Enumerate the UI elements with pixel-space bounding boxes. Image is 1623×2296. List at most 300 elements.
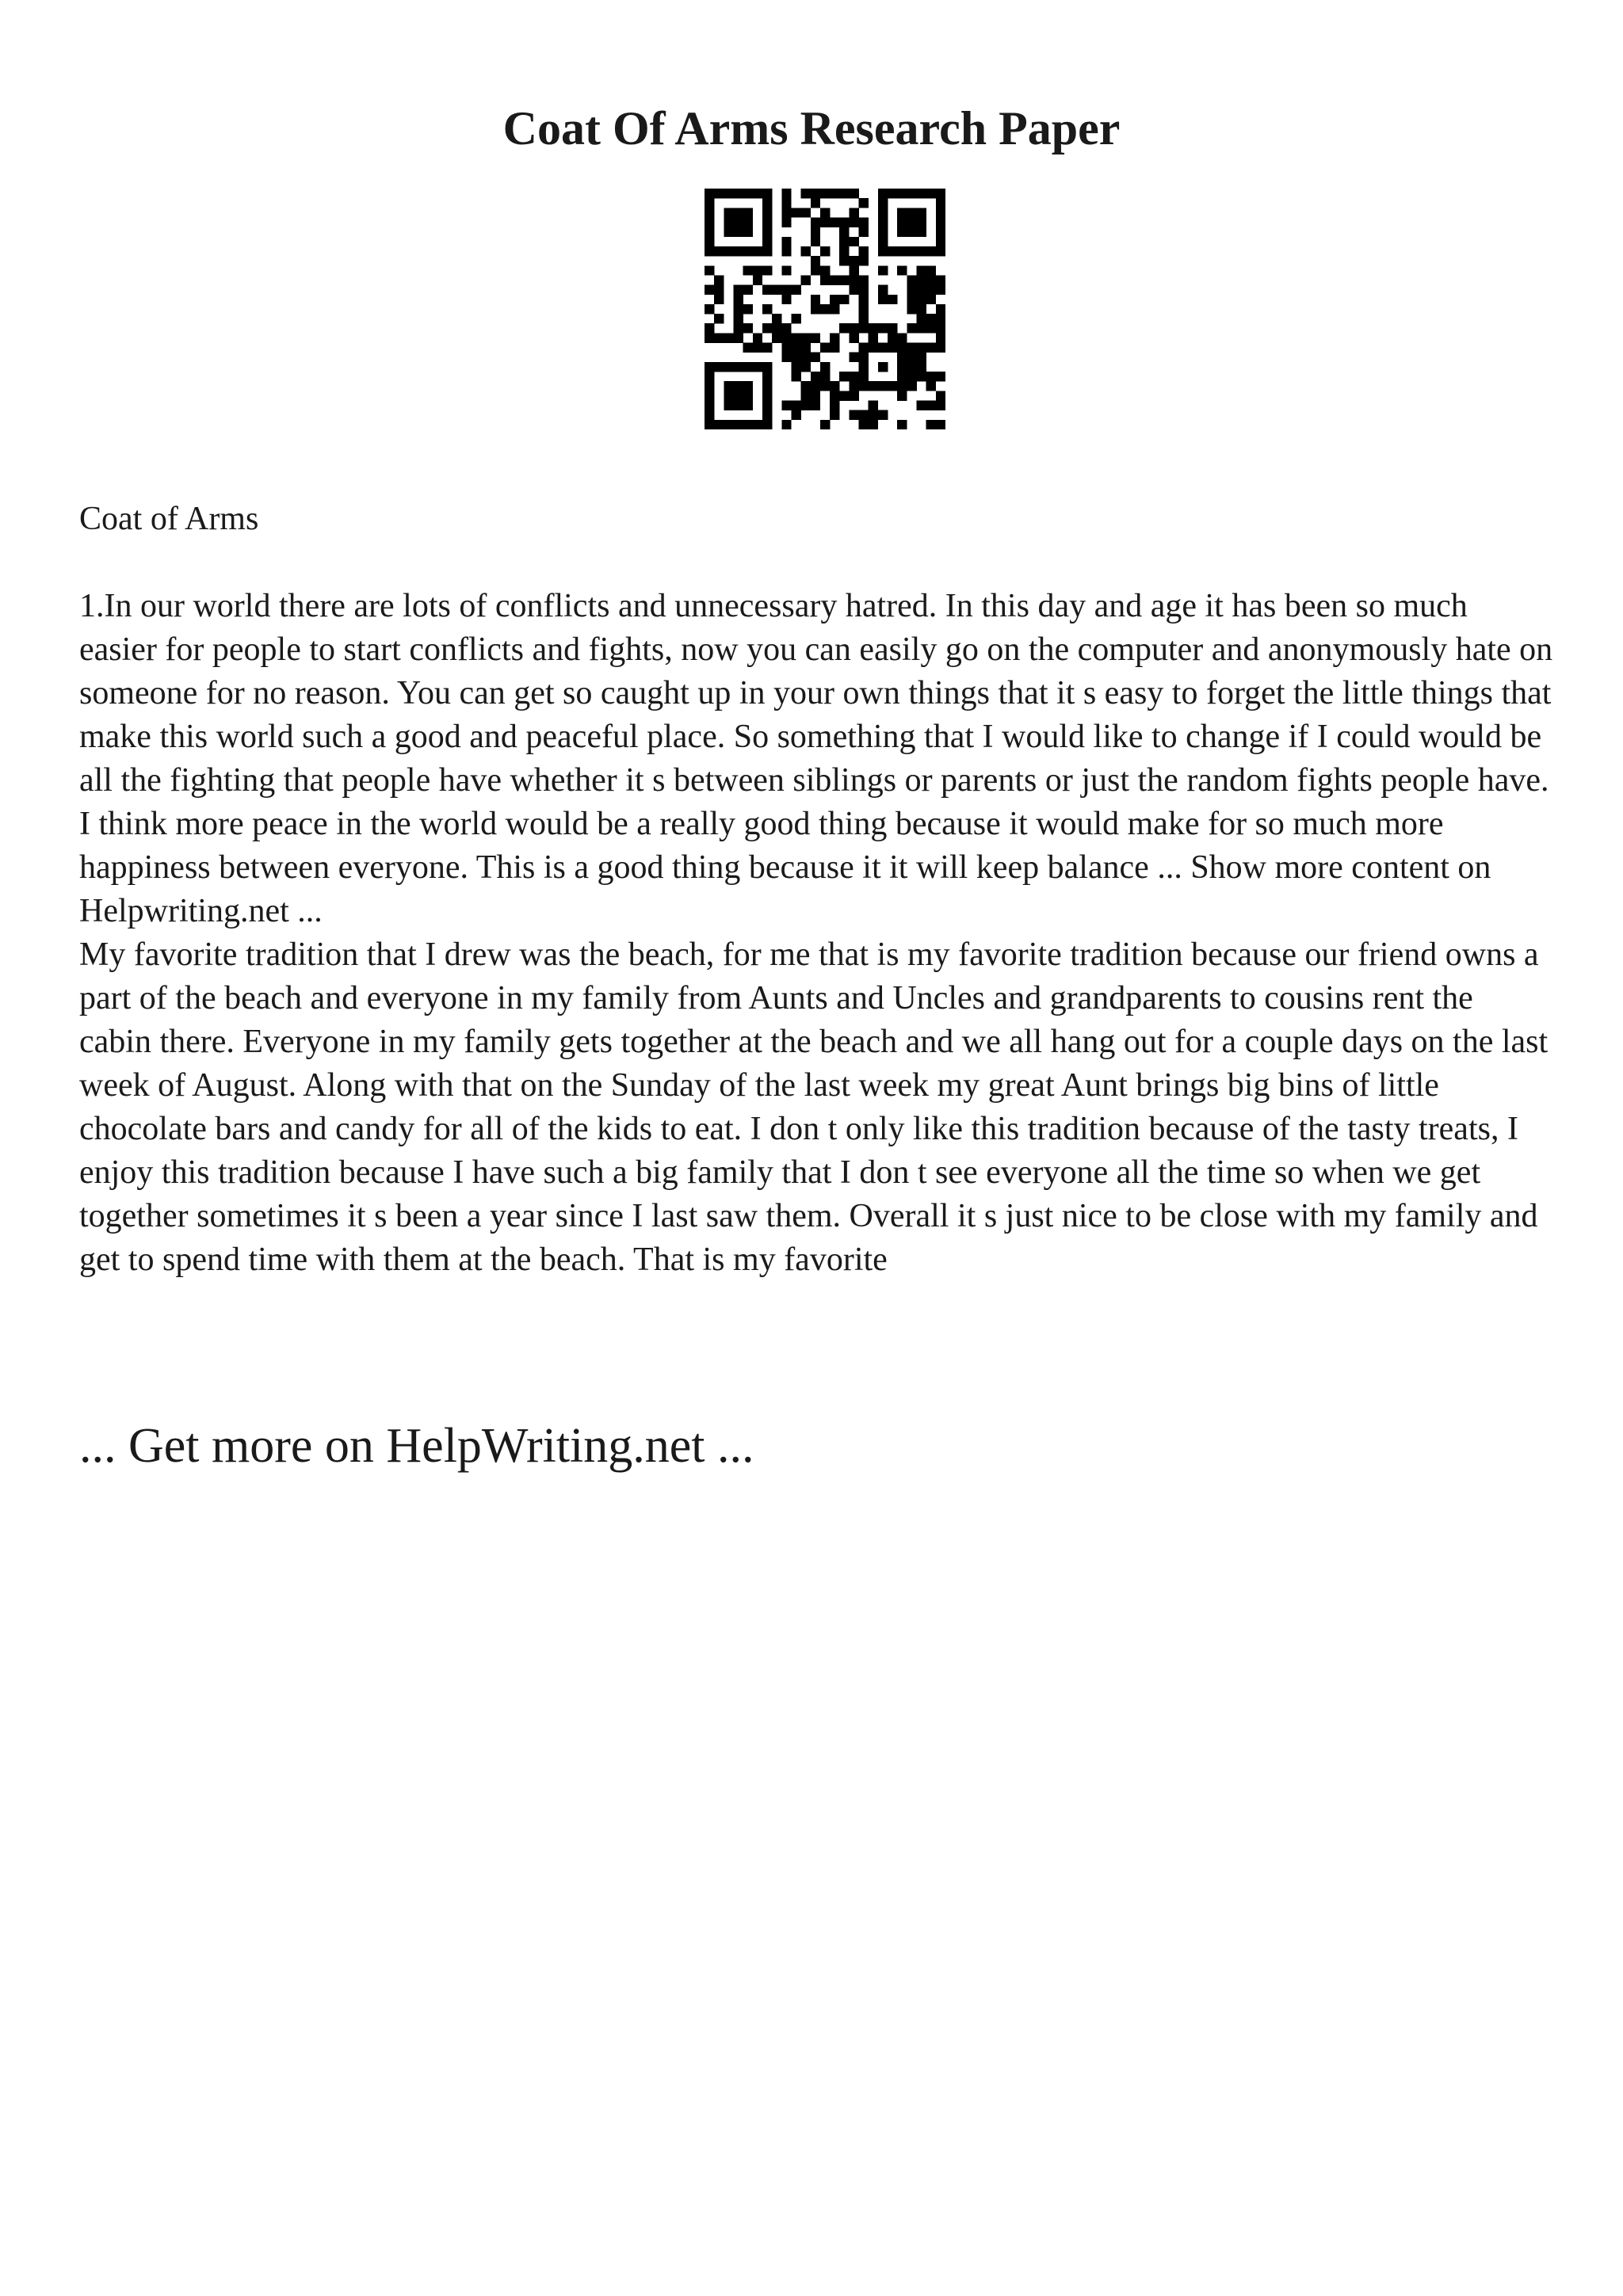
qr-module [897, 372, 907, 381]
qr-module [762, 362, 772, 372]
qr-module [897, 381, 907, 391]
qr-module [839, 189, 849, 198]
qr-module [714, 285, 724, 295]
qr-module [724, 333, 733, 342]
qr-module [859, 343, 869, 353]
qr-module [811, 198, 820, 208]
qr-module [917, 275, 926, 284]
qr-module [714, 420, 724, 429]
qr-module [743, 217, 753, 227]
qr-module [897, 362, 907, 372]
qr-module [743, 208, 753, 217]
qr-module [820, 372, 830, 381]
qr-module [878, 381, 888, 391]
qr-module [705, 362, 714, 372]
qr-module [839, 275, 849, 284]
qr-module [705, 420, 714, 429]
qr-module [859, 420, 869, 429]
qr-module [811, 256, 820, 265]
qr-module [762, 401, 772, 410]
qr-module [849, 237, 858, 246]
qr-module [917, 189, 926, 198]
qr-module [926, 323, 936, 333]
qr-module [907, 381, 916, 391]
qr-module [743, 362, 753, 372]
qr-module [897, 217, 907, 227]
qr-module [849, 333, 858, 342]
qr-module [724, 391, 733, 400]
qr-module [705, 410, 714, 420]
qr-module [849, 391, 858, 400]
section-heading: Coat of Arms [79, 501, 259, 537]
qr-module [705, 246, 714, 256]
qr-module [753, 362, 762, 372]
qr-module [839, 246, 849, 256]
qr-module [762, 217, 772, 227]
qr-module [811, 237, 820, 246]
qr-module [753, 189, 762, 198]
qr-module [820, 420, 830, 429]
qr-module [781, 295, 791, 304]
qr-module [859, 381, 869, 391]
qr-module [888, 381, 897, 391]
qr-module [705, 323, 714, 333]
qr-module [859, 246, 869, 256]
qr-module [743, 285, 753, 295]
qr-module [897, 265, 907, 275]
get-more-link[interactable]: ... Get more on HelpWriting.net ... [79, 1419, 754, 1473]
qr-module [830, 217, 839, 227]
qr-module [917, 401, 926, 410]
qr-module [830, 343, 839, 353]
qr-module [733, 381, 743, 391]
qr-module [859, 275, 869, 284]
qr-module [762, 237, 772, 246]
qr-module [733, 420, 743, 429]
qr-module [878, 217, 888, 227]
qr-module [811, 391, 820, 400]
qr-module [917, 323, 926, 333]
qr-module [781, 265, 791, 275]
qr-module [733, 208, 743, 217]
qr-module [811, 333, 820, 342]
qr-module [743, 401, 753, 410]
qr-module [830, 295, 839, 304]
qr-module [762, 420, 772, 429]
qr-module [801, 353, 811, 362]
qr-module [801, 391, 811, 400]
qr-module [705, 372, 714, 381]
qr-module [917, 265, 926, 275]
qr-module [753, 333, 762, 342]
qr-module [811, 295, 820, 304]
qr-module [705, 208, 714, 217]
qr-module [869, 323, 878, 333]
qr-module [811, 381, 820, 391]
qr-module [705, 401, 714, 410]
qr-module [878, 410, 888, 420]
qr-module [733, 333, 743, 342]
qr-module [878, 237, 888, 246]
qr-module [849, 353, 858, 362]
qr-module [714, 362, 724, 372]
qr-module [878, 208, 888, 217]
qr-module [733, 217, 743, 227]
qr-module [762, 410, 772, 420]
qr-module [936, 217, 945, 227]
qr-module [781, 237, 791, 246]
qr-module [878, 295, 888, 304]
qr-module [936, 285, 945, 295]
qr-module [772, 285, 781, 295]
qr-module [849, 265, 858, 275]
qr-module [743, 246, 753, 256]
qr-module [714, 246, 724, 256]
qr-module [878, 285, 888, 295]
qr-module [714, 333, 724, 342]
qr-module [705, 198, 714, 208]
qr-module [849, 381, 858, 391]
qr-module [878, 189, 888, 198]
qr-module [839, 227, 849, 237]
qr-module [907, 246, 916, 256]
qr-module [859, 353, 869, 362]
qr-module [869, 381, 878, 391]
qr-module [878, 198, 888, 208]
qr-module [705, 227, 714, 237]
qr-module [791, 285, 800, 295]
qr-module [820, 343, 830, 353]
qr-module [762, 323, 772, 333]
qr-module [743, 265, 753, 275]
qr-module [743, 189, 753, 198]
qr-module [772, 314, 781, 323]
qr-module [878, 265, 888, 275]
qr-module [801, 381, 811, 391]
qr-module [859, 314, 869, 323]
qr-module [936, 314, 945, 323]
qr-module [820, 217, 830, 227]
qr-module [830, 391, 839, 400]
qr-module [733, 401, 743, 410]
qr-module [820, 381, 830, 391]
qr-module [936, 333, 945, 342]
qr-module [811, 217, 820, 227]
qr-module [936, 246, 945, 256]
qr-module [926, 372, 936, 381]
qr-module [753, 420, 762, 429]
qr-module [917, 304, 926, 314]
qr-module [849, 410, 858, 420]
qr-module [762, 391, 772, 400]
qr-module [859, 323, 869, 333]
qr-module [743, 420, 753, 429]
qr-module [811, 353, 820, 362]
qr-module [724, 217, 733, 227]
qr-code-graphic [705, 189, 945, 429]
qr-module [781, 198, 791, 208]
qr-module [820, 208, 830, 217]
qr-module [907, 353, 916, 362]
qr-module [733, 391, 743, 400]
qr-module [878, 362, 888, 372]
qr-module [869, 420, 878, 429]
qr-module [830, 275, 839, 284]
qr-module [781, 420, 791, 429]
qr-module [917, 217, 926, 227]
qr-module [936, 304, 945, 314]
qr-module [936, 208, 945, 217]
qr-module [724, 420, 733, 429]
qr-module [907, 343, 916, 353]
qr-module [849, 208, 858, 217]
qr-module [936, 189, 945, 198]
qr-module [811, 189, 820, 198]
qr-module [888, 295, 897, 304]
paragraph-2: My favorite tradition that I drew was the beach, for me that is my favorite tradition because our friend owns a part of the beach and everyone in my family from Aunts and Uncles and grandparents to cousins rent the cabin there. Everyone in my family gets together at the beach and we all hang out for a couple days on the last week of August. Along with that on the Sunday of the last week my great Aunt brings big bins of little chocolate bars and candy for all of the kids to eat. I don t only like this tradition because of the tasty treats, I enjoy this tradition because I have such a big family that I don t see everyone all the time so when we get together sometimes it s been a year since I last saw them. Overall it s just nice to be close with my family and get to spend time with them at the beach. That is my favorite [79, 936, 1549, 1278]
qr-module [811, 372, 820, 381]
qr-module [849, 189, 858, 198]
qr-module [743, 304, 753, 314]
qr-module [743, 391, 753, 400]
qr-module [936, 275, 945, 284]
qr-module [859, 256, 869, 265]
qr-module [917, 343, 926, 353]
qr-module [811, 401, 820, 410]
qr-module [830, 401, 839, 410]
qr-module [705, 237, 714, 246]
qr-module [907, 372, 916, 381]
qr-module [859, 227, 869, 237]
qr-module [762, 198, 772, 208]
qr-module [762, 227, 772, 237]
qr-module [705, 285, 714, 295]
qr-module [781, 285, 791, 295]
qr-module [849, 275, 858, 284]
qr-module [820, 275, 830, 284]
qr-module [733, 362, 743, 372]
qr-module [849, 217, 858, 227]
qr-module [859, 295, 869, 304]
qr-module [781, 323, 791, 333]
qr-module [733, 227, 743, 237]
qr-module [762, 372, 772, 381]
qr-module [733, 295, 743, 304]
qr-module [781, 189, 791, 198]
qr-module [781, 217, 791, 227]
qr-module [772, 333, 781, 342]
qr-module [839, 391, 849, 400]
qr-module [907, 275, 916, 284]
qr-module [839, 295, 849, 304]
qr-module [907, 295, 916, 304]
qr-module [888, 343, 897, 353]
qr-module [753, 246, 762, 256]
qr-module [839, 372, 849, 381]
qr-module [714, 295, 724, 304]
qr-module [917, 353, 926, 362]
qr-module [936, 343, 945, 353]
page-title: Coat Of Arms Research Paper [502, 102, 1121, 154]
qr-module [791, 410, 800, 420]
qr-module [743, 381, 753, 391]
qr-module [869, 333, 878, 342]
qr-module [801, 362, 811, 372]
qr-module [839, 323, 849, 333]
qr-module [936, 227, 945, 237]
qr-module [897, 333, 907, 342]
qr-module [897, 246, 907, 256]
qr-module [888, 333, 897, 342]
qr-module [859, 198, 869, 208]
qr-module [926, 275, 936, 284]
qr-module [849, 256, 858, 265]
qr-module [839, 237, 849, 246]
qr-module [753, 275, 762, 284]
qr-module [878, 343, 888, 353]
qr-module [801, 189, 811, 198]
qr-module [907, 189, 916, 198]
qr-module [762, 381, 772, 391]
qr-module [926, 189, 936, 198]
qr-module [743, 343, 753, 353]
qr-module [849, 323, 858, 333]
qr-module [724, 381, 733, 391]
qr-module [781, 401, 791, 410]
qr-module [733, 246, 743, 256]
qr-module [936, 198, 945, 208]
qr-module [733, 285, 743, 295]
qr-module [791, 372, 800, 381]
qr-module [907, 285, 916, 295]
qr-module [917, 246, 926, 256]
qr-module [762, 304, 772, 314]
qr-module [907, 208, 916, 217]
qr-module [926, 314, 936, 323]
qr-module [733, 189, 743, 198]
qr-module [762, 343, 772, 353]
qr-module [733, 323, 743, 333]
qr-module [811, 227, 820, 237]
qr-module [888, 189, 897, 198]
qr-module [926, 265, 936, 275]
qr-module [907, 323, 916, 333]
qr-module [839, 256, 849, 265]
qr-module [811, 304, 820, 314]
qr-module [762, 208, 772, 217]
qr-module [917, 208, 926, 217]
qr-module [705, 391, 714, 400]
qr-module [820, 304, 830, 314]
qr-module [917, 295, 926, 304]
qr-module [762, 285, 772, 295]
qr-module [897, 227, 907, 237]
qr-module [714, 275, 724, 284]
qr-module [781, 208, 791, 217]
qr-module [801, 275, 811, 284]
qr-module [936, 323, 945, 333]
qr-module [926, 381, 936, 391]
qr-module [820, 265, 830, 275]
qr-module [830, 410, 839, 420]
qr-module [705, 304, 714, 314]
qr-code-icon [705, 189, 945, 429]
qr-module [801, 208, 811, 217]
qr-module [936, 391, 945, 400]
qr-module [878, 246, 888, 256]
qr-module [791, 343, 800, 353]
qr-module [820, 189, 830, 198]
qr-module [859, 410, 869, 420]
qr-module [859, 362, 869, 372]
qr-module [705, 381, 714, 391]
qr-module [859, 285, 869, 295]
qr-module [926, 401, 936, 410]
qr-module [917, 362, 926, 372]
qr-module [936, 237, 945, 246]
qr-module [936, 401, 945, 410]
qr-module [801, 401, 811, 410]
qr-module [849, 285, 858, 295]
qr-module [791, 353, 800, 362]
qr-module [724, 246, 733, 256]
qr-module [791, 333, 800, 342]
qr-module [936, 372, 945, 381]
qr-module [936, 420, 945, 429]
qr-module [801, 333, 811, 342]
qr-module [917, 372, 926, 381]
qr-module [791, 401, 800, 410]
qr-module [705, 333, 714, 342]
qr-module [897, 420, 907, 429]
qr-module [753, 265, 762, 275]
qr-module [869, 343, 878, 353]
qr-module [781, 353, 791, 362]
qr-module [753, 343, 762, 353]
qr-module [724, 227, 733, 237]
qr-module [859, 217, 869, 227]
qr-module [733, 304, 743, 314]
qr-module [762, 189, 772, 198]
qr-module [801, 246, 811, 256]
qr-module [801, 343, 811, 353]
qr-module [830, 333, 839, 342]
qr-module [839, 217, 849, 227]
qr-module [772, 323, 781, 333]
qr-module [907, 304, 916, 314]
qr-module [926, 420, 936, 429]
qr-module [724, 189, 733, 198]
qr-module [926, 285, 936, 295]
qr-module [724, 362, 733, 372]
qr-module [917, 314, 926, 323]
qr-module [762, 246, 772, 256]
qr-module [907, 362, 916, 372]
qr-module [791, 208, 800, 217]
qr-module [791, 362, 800, 372]
qr-module [705, 217, 714, 227]
qr-module [926, 295, 936, 304]
qr-module [897, 208, 907, 217]
qr-module [743, 227, 753, 237]
qr-module [859, 304, 869, 314]
qr-module [705, 189, 714, 198]
qr-module [743, 323, 753, 333]
qr-module [762, 265, 772, 275]
qr-module [733, 314, 743, 323]
qr-module [830, 381, 839, 391]
qr-module [811, 265, 820, 275]
